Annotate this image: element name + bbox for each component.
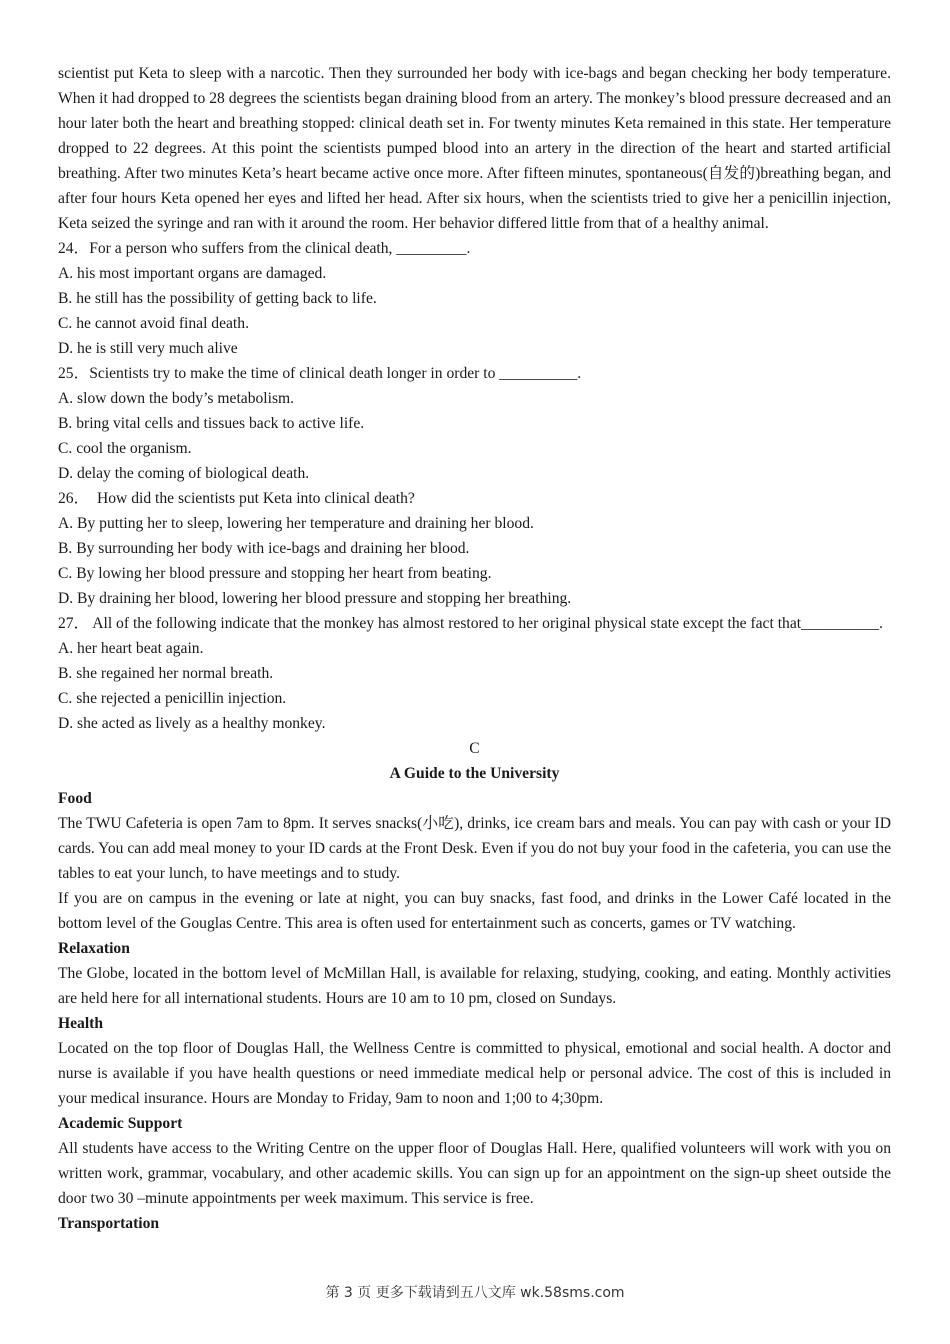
- section-heading: Academic Support: [58, 1115, 183, 1132]
- section-paragraph: The TWU Cafeteria is open 7am to 8pm. It serves snacks(小吃), drinks, ice cream bars and meals. You can pay with cash or your ID cards. You can add meal money to your ID cards at the Front Desk. Even if you do not buy your food in the cafeteria, you can use the tables to eat your lunch, to have meetings and to study.: [58, 815, 891, 882]
- question-stem: 26． How did the scientists put Keta into clinical death?: [58, 490, 415, 507]
- option-c: C. he cannot avoid final death.: [58, 315, 249, 332]
- section-paragraph: Located on the top floor of Douglas Hall, the Wellness Centre is committed to physical, emotional and social health. A doctor and nurse is available if you have health questions or need immediate medical help or personal advice. The cost of this is included in your medical insurance. Hours are Monday to Friday, 9am to noon and 1;00 to 4;30pm.: [58, 1040, 891, 1107]
- section-heading: Transportation: [58, 1215, 160, 1232]
- passage-title: A Guide to the University: [389, 765, 560, 782]
- question-24: [58, 236, 891, 361]
- option-b: B. she regained her normal breath.: [58, 665, 274, 682]
- question-25: [58, 361, 891, 486]
- option-c: C. cool the organism.: [58, 440, 192, 457]
- option-d: D. delay the coming of biological death.: [58, 465, 310, 482]
- section-paragraph: If you are on campus in the evening or late at night, you can buy snacks, fast food, and drinks in the Lower Café located in the bottom level of the Gouglas Centre. This area is often used for entertainment such as concerts, games or TV watching.: [58, 890, 891, 932]
- option-c: C. she rejected a penicillin injection.: [58, 690, 287, 707]
- option-a: A. her heart beat again.: [58, 640, 204, 657]
- section-relaxation: [58, 936, 891, 1011]
- section-heading: Relaxation: [58, 940, 130, 957]
- option-b: B. he still has the possibility of getting back to life.: [58, 290, 377, 307]
- option-b: B. bring vital cells and tissues back to active life.: [58, 415, 365, 432]
- section-heading: Food: [58, 790, 92, 807]
- option-d: D. he is still very much alive: [58, 340, 238, 357]
- question-stem: 24．For a person who suffers from the clinical death, _________.: [58, 240, 471, 257]
- document-page: [58, 61, 891, 1236]
- section-paragraph: The Globe, located in the bottom level of McMillan Hall, is available for relaxing, studying, cooking, and eating. Monthly activities are held here for all international students. Hours are 10 am to 10 pm, closed on Sundays.: [58, 965, 891, 1007]
- option-a: A. his most important organs are damaged.: [58, 265, 327, 282]
- option-a: A. slow down the body’s metabolism.: [58, 390, 295, 407]
- section-transportation: [58, 1211, 891, 1236]
- question-stem: 25．Scientists try to make the time of clinical death longer in order to __________.: [58, 365, 582, 382]
- option-d: D. she acted as lively as a healthy monkey.: [58, 715, 326, 732]
- question-26: [58, 486, 891, 611]
- section-health: [58, 1011, 891, 1111]
- question-stem: 27． All of the following indicate that the monkey has almost restored to her original physical state except the fact that__________.: [58, 615, 883, 632]
- option-d: D. By draining her blood, lowering her blood pressure and stopping her breathing.: [58, 590, 572, 607]
- passage-b-continuation: scientist put Keta to sleep with a narcotic. Then they surrounded her body with ice-bags and began checking her body temperature. When it had dropped to 28 degrees the scientists began draining blood from an artery. The monkey’s blood pressure decreased and an hour later both the heart and breathing stopped: clinical death set in. For twenty minutes Keta remained in this state. Her temperature dropped to 22 degrees. At this point the scientists pumped blood into an artery in the direction of the heart and started artificial breathing. After two minutes Keta’s heart became active once more. After fifteen minutes, spontaneous(自发的)breathing began, and after four hours Keta opened her eyes and lifted her head. After six hours, when the scientists tried to give her a penicillin injection, Keta seized the syringe and ran with it around the room. Her behavior differed little from that of a healthy animal.: [58, 65, 891, 232]
- option-a: A. By putting her to sleep, lowering her temperature and draining her blood.: [58, 515, 534, 532]
- section-food: [58, 786, 891, 936]
- section-academic-support: [58, 1111, 891, 1211]
- option-b: B. By surrounding her body with ice-bags and draining her blood.: [58, 540, 470, 557]
- passage-label: C: [469, 740, 480, 757]
- page-footer: 第 3 页 更多下载请到五八文库 wk.58sms.com: [325, 1285, 625, 1301]
- section-heading: Health: [58, 1015, 104, 1032]
- option-c: C. By lowing her blood pressure and stopping her heart from beating.: [58, 565, 492, 582]
- section-paragraph: All students have access to the Writing Centre on the upper floor of Douglas Hall. Here, qualified volunteers will work with you on written work, grammar, vocabulary, and other academic skills. You can sign up for an appointment on the sign-up sheet outside the door two 30 –minute appointments per week maximum. This service is free.: [58, 1140, 891, 1207]
- question-27: [58, 611, 891, 736]
